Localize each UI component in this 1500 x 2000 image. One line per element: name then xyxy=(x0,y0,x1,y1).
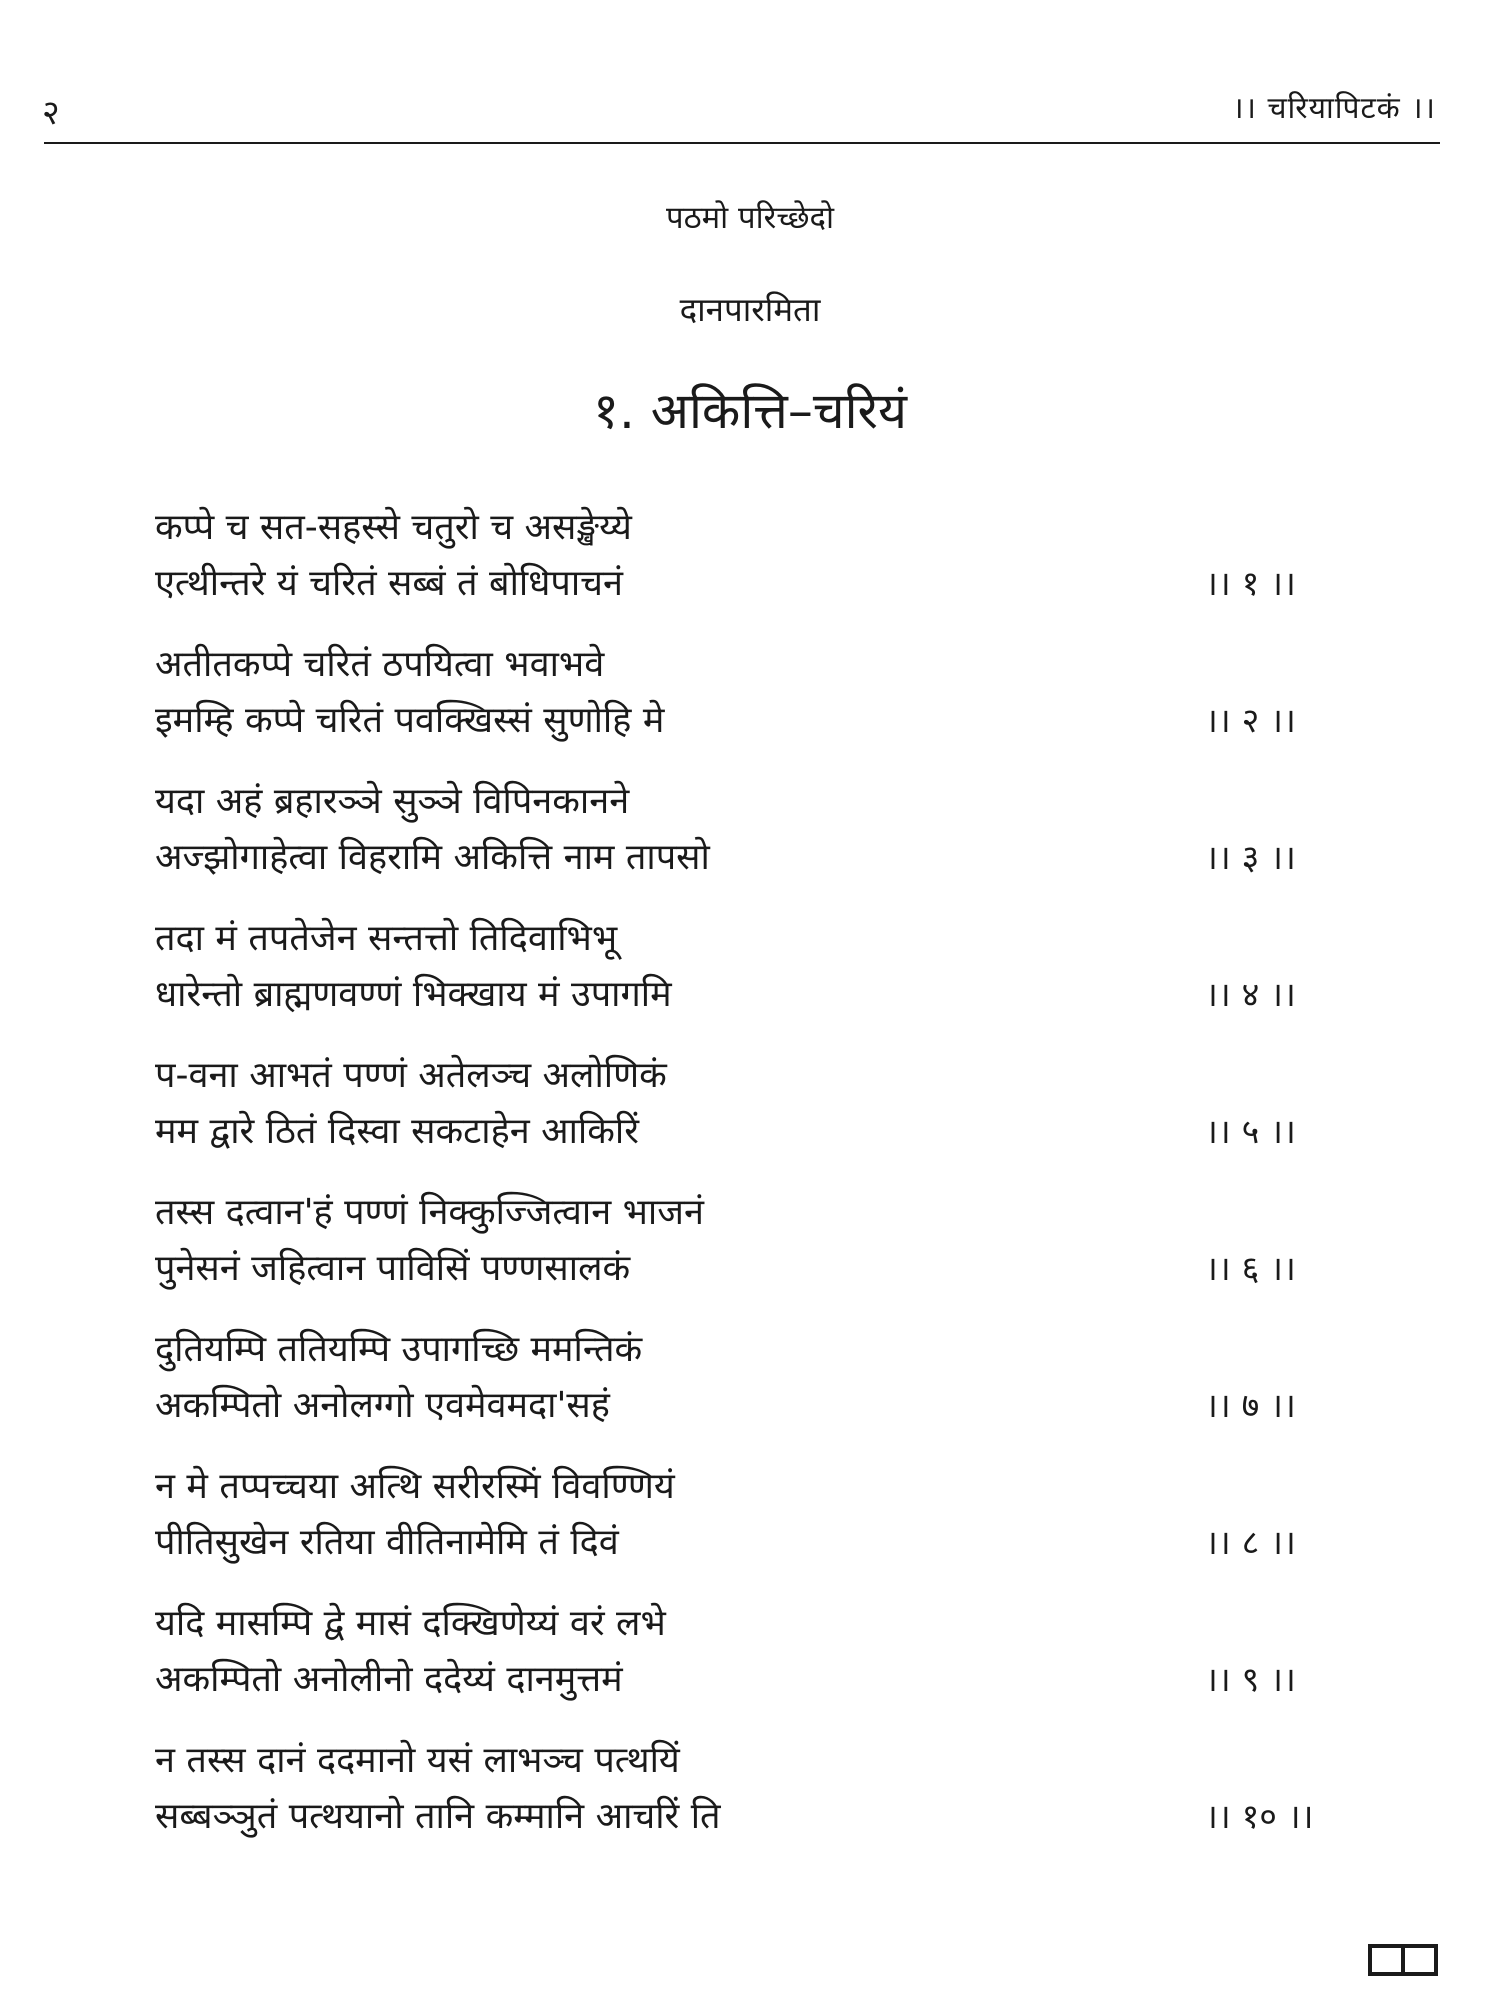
page-number: २ xyxy=(42,93,60,133)
verse-number: ।। ४ ।। xyxy=(1205,975,1296,1015)
verse-line-1: दुतियम्पि ततियम्पि उपागच्छि ममन्तिकं xyxy=(155,1329,643,1370)
verse xyxy=(155,1322,1385,1459)
verse xyxy=(155,1733,1385,1870)
verse-number: ।। ७ ।। xyxy=(1205,1386,1296,1426)
verse-line-2: पीतिसुखेन रतिया वीतिनामेमि तं दिवं xyxy=(155,1522,619,1563)
verse-list xyxy=(155,500,1385,1870)
verse-number: ।। ५ ।। xyxy=(1205,1112,1296,1152)
verse xyxy=(155,1185,1385,1322)
verse-line-1: कप्पे च सत-सहस्से चतुरो च असङ्खेय्ये xyxy=(155,507,632,548)
verse-line-1: यदा अहं ब्रहारञ्ञे सुञ्ञे विपिनकानने xyxy=(155,781,630,822)
verse-line-2: अकम्पितो अनोलग्गो एवमेवमदा'सहं xyxy=(155,1385,610,1426)
running-title: ।। चरियापिटकं ।। xyxy=(1232,91,1436,126)
verse xyxy=(155,1596,1385,1733)
book-mark-icon xyxy=(1368,1944,1438,1976)
verse xyxy=(155,774,1385,911)
header-rule xyxy=(44,142,1440,144)
verse-number: ।। ३ ।। xyxy=(1205,838,1296,878)
verse-line-1: तस्स दत्वान'हं पण्णं निक्कुज्जित्वान भाजनं xyxy=(155,1192,704,1233)
chapter-heading: पठमो परिच्छेदो xyxy=(666,200,834,236)
verse-number: ।। २ ।। xyxy=(1205,701,1296,741)
verse-line-2: सब्बञ्ञुतं पत्थयानो तानि कम्मानि आचरिं ति xyxy=(155,1796,721,1837)
verse-number: ।। १० ।। xyxy=(1205,1797,1314,1837)
verse-line-2: पुनेसनं जहित्वान पाविसिं पण्णसालकं xyxy=(155,1248,631,1289)
verse-number: ।। ९ ।। xyxy=(1205,1660,1296,1700)
verse xyxy=(155,911,1385,1048)
verse-line-2: मम द्वारे ठितं दिस्वा सकटाहेन आकिरिं xyxy=(155,1111,639,1152)
verse-line-2: धारेन्तो ब्राह्मणवण्णं भिक्खाय मं उपागमि xyxy=(155,974,672,1015)
verse-line-2: इमम्हि कप्पे चरितं पवक्खिस्सं सुणोहि मे xyxy=(155,700,665,741)
verse-number: ।। ८ ।। xyxy=(1205,1523,1296,1563)
section-heading: दानपारमिता xyxy=(679,290,821,329)
verse xyxy=(155,1459,1385,1596)
verse-line-1: अतीतकप्पे चरितं ठपयित्वा भवाभवे xyxy=(155,644,605,685)
verse-line-1: प-वना आभतं पण्णं अतेलञ्च अलोणिकं xyxy=(155,1055,667,1096)
verse-line-2: अकम्पितो अनोलीनो ददेय्यं दानमुत्तमं xyxy=(155,1659,623,1700)
verse-line-2: अज्झोगाहेत्वा विहरामि अकित्ति नाम तापसो xyxy=(155,837,710,878)
verse-line-1: तदा मं तपतेजेन सन्तत्तो तिदिवाभिभू xyxy=(155,918,618,959)
verse-line-2: एत्थीन्तरे यं चरितं सब्बं तं बोधिपाचनं xyxy=(155,563,623,604)
verse xyxy=(155,500,1385,637)
verse-number: ।। ६ ।। xyxy=(1205,1249,1296,1289)
verse xyxy=(155,637,1385,774)
verse-line-1: न तस्स दानं ददमानो यसं लाभञ्च पत्थयिं xyxy=(155,1740,680,1781)
verse-number: ।। १ ।। xyxy=(1205,564,1296,604)
verse-line-1: यदि मासम्पि द्वे मासं दक्खिणेय्यं वरं लभे xyxy=(155,1603,666,1644)
story-title: १. अकित्ति–चरियं xyxy=(593,382,907,440)
verse xyxy=(155,1048,1385,1185)
verse-line-1: न मे तप्पच्चया अत्थि सरीरस्मिं विवण्णियं xyxy=(155,1466,675,1507)
